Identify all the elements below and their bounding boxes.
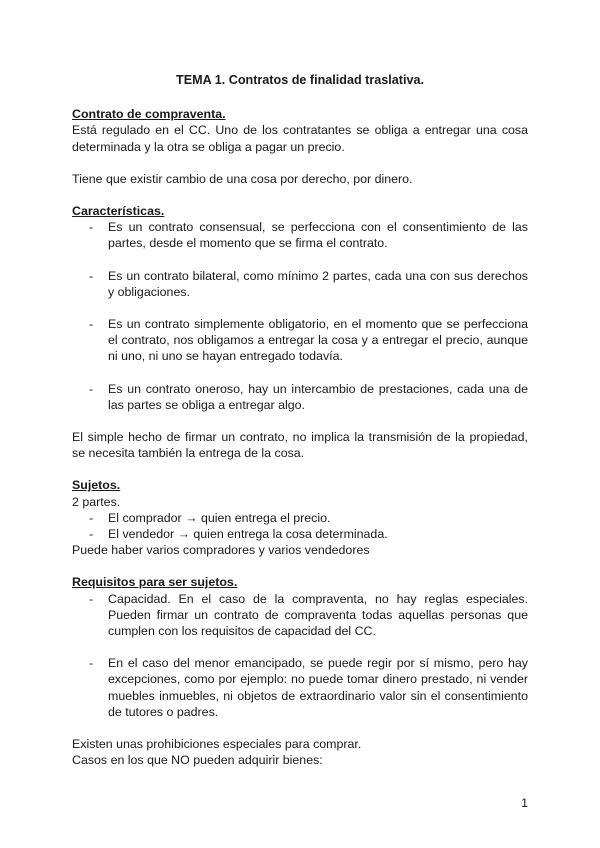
dash-bullet: - xyxy=(89,317,94,332)
paragraph: Casos en los que NO pueden adquirir bienes: xyxy=(72,753,323,768)
section-heading-requisitos: Requisitos para ser sujetos. xyxy=(72,575,238,590)
paragraph: Existen unas prohibiciones especiales para comprar. xyxy=(72,737,362,752)
list-item: - Capacidad. En el caso de la compraventa, no hay reglas especiales. Pueden firmar un contrato de compraventa todas aquellas personas que cumplen con los requisitos de capacidad del CC. xyxy=(89,591,528,639)
list-item: - Es un contrato simplemente obligatorio, en el momento que se perfecciona el contrato, nos obligamos a entregar la cosa y a entregar el precio, aunque ni uno, ni uno se hayan entregado todavía. xyxy=(89,317,528,364)
dash-bullet: - xyxy=(89,591,94,606)
caracteristicas-list xyxy=(72,219,528,413)
list-item: - El vendedor → quien entrega la cosa determinada. xyxy=(89,527,388,542)
requisitos-list xyxy=(72,591,528,720)
paragraph: 2 partes. xyxy=(72,494,121,509)
document-title: TEMA 1. Contratos de finalidad traslativa. xyxy=(176,73,424,87)
list-item: - Es un contrato bilateral, como mínimo 2 partes, cada una con sus derechos y obligaciones. xyxy=(89,268,528,299)
section-heading-caracteristicas: Características. xyxy=(72,204,165,219)
dash-bullet: - xyxy=(89,656,94,671)
list-item: - El comprador → quien entrega el precio. xyxy=(89,510,331,525)
paragraph: El simple hecho de firmar un contrato, no implica la transmisión de la propiedad, se necesita también la entrega de la cosa. xyxy=(72,430,528,461)
section-heading-sujetos: Sujetos. xyxy=(72,478,121,493)
dash-bullet: - xyxy=(89,527,94,542)
paragraph: Está regulado en el CC. Uno de los contratantes se obliga a entregar una cosa determinada y la otra se obliga a pagar un precio. xyxy=(72,123,528,154)
list-item: - En el caso del menor emancipado, se puede regir por sí mismo, pero hay excepciones, como por ejemplo: no puede tomar dinero prestado, ni vender muebles inmuebles, ni objetos de extraordinario valor sin el consentimiento de tutores o padres. xyxy=(89,656,528,719)
paragraph: Tiene que existir cambio de una cosa por derecho, por dinero. xyxy=(72,171,413,186)
dash-bullet: - xyxy=(89,381,94,396)
dash-bullet: - xyxy=(89,510,94,525)
dash-bullet: - xyxy=(89,268,94,283)
section-heading-compraventa: Contrato de compraventa. xyxy=(72,107,226,122)
document-page xyxy=(72,72,528,769)
list-item: - Es un contrato consensual, se perfecciona con el consentimiento de las partes, desde el momento que se firma el contrato. xyxy=(89,220,528,251)
list-item: - Es un contrato oneroso, hay un intercambio de prestaciones, cada una de las partes se obliga a entregar algo. xyxy=(89,381,528,412)
page-number: 1 xyxy=(521,796,528,810)
dash-bullet: - xyxy=(89,220,94,235)
paragraph: Puede haber varios compradores y varios vendedores xyxy=(72,543,370,558)
sujetos-list xyxy=(72,510,528,542)
